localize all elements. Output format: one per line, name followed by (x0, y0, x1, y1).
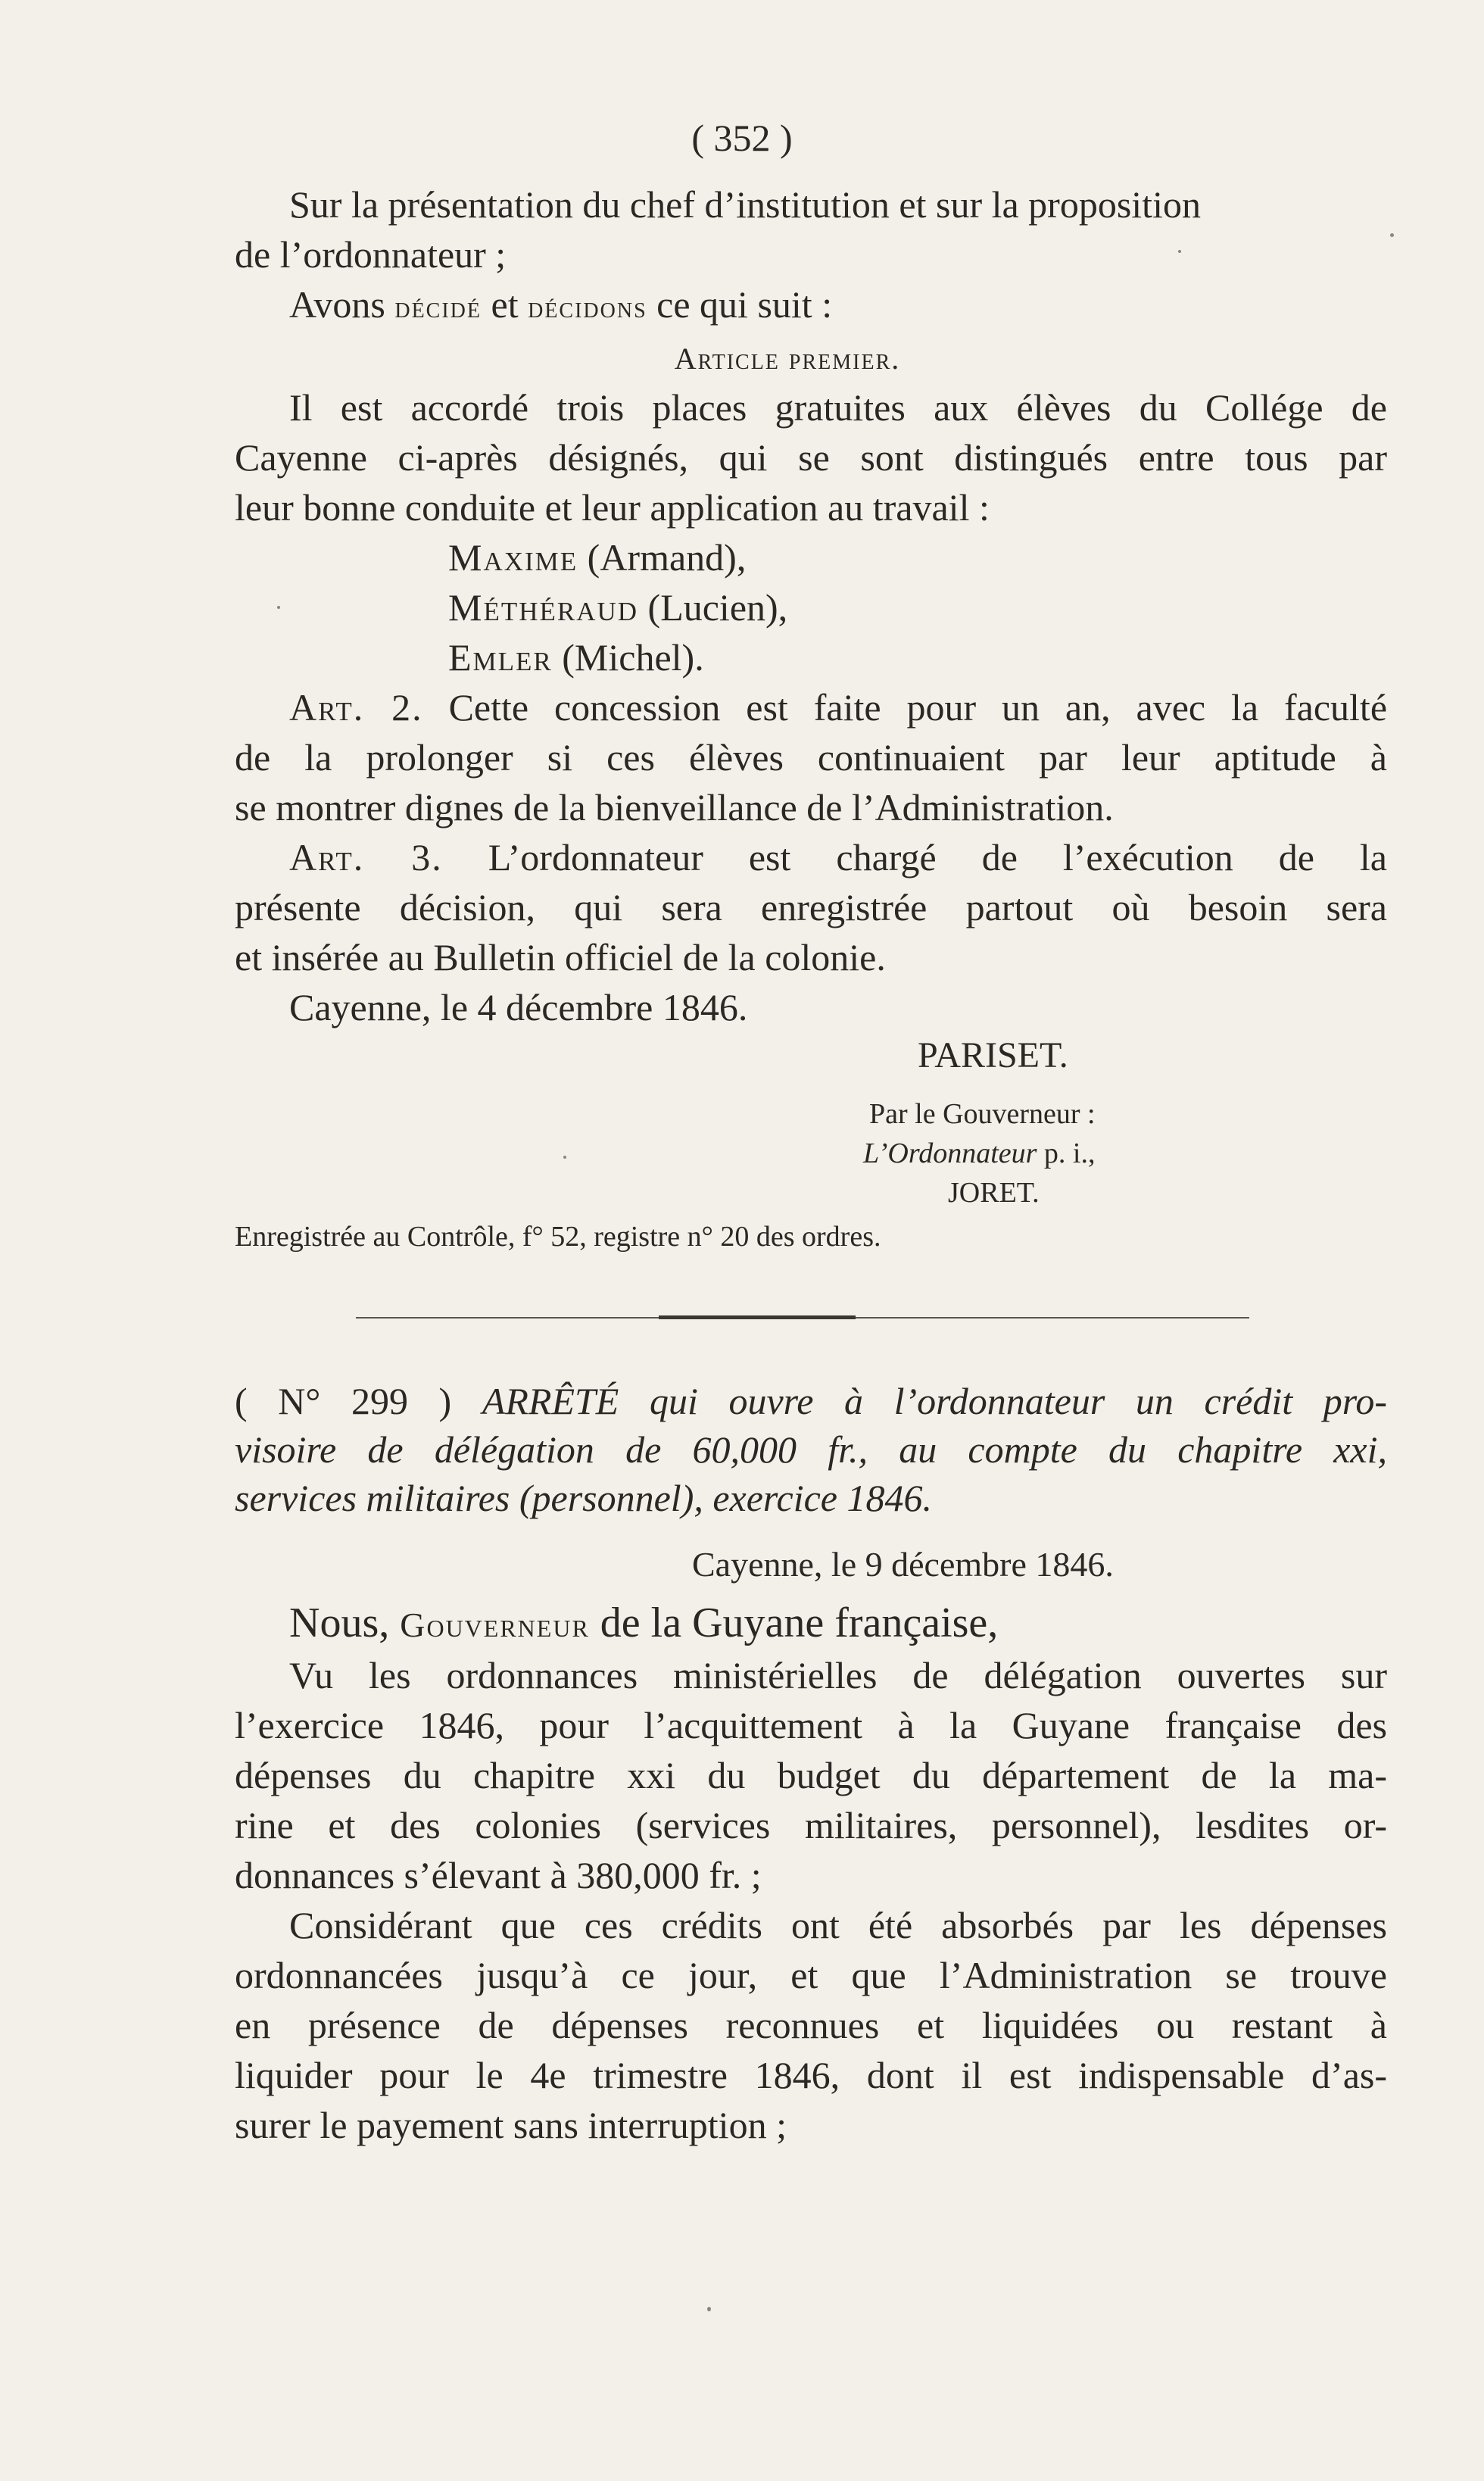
vu-line: rine et des colonies (services militaires, personnel), lesdites or- (235, 1804, 1387, 1846)
decide-word: décidé (394, 290, 482, 324)
student-name (448, 635, 1484, 680)
nous-word: Nous, (289, 1599, 390, 1646)
article-2-line: se montrer dignes de la bienveillance de l’Administration. (235, 786, 1114, 829)
nous-gouverneur-line (289, 1598, 1387, 1650)
arrete-title-line (235, 1378, 1387, 1424)
vu-line: Vu les ordonnances ministérielles de délégation ouvertes sur (289, 1654, 1387, 1696)
avons-decide-line (289, 282, 1442, 330)
considerant-line: en présence de dépenses reconnues et liquidées ou restant à (235, 2004, 1387, 2046)
ordonnateur-title: L’Ordonnateur (863, 1138, 1037, 1169)
article-2-line: de la prolonger si ces élèves continuaient par leur aptitude à (235, 736, 1387, 779)
paper-speck (563, 1156, 566, 1159)
paper-speck (707, 2307, 711, 2311)
vu-line: donnances s’élevant à 380,000 fr. ; (235, 1854, 762, 1896)
article-premier-heading: Article premier. (674, 342, 901, 376)
student-surname: Emler (448, 636, 553, 679)
arrete-title-line: services militaires (personnel), exercice 1846. (235, 1477, 932, 1519)
et-word: et (491, 283, 519, 326)
article-2-label: Art. 2. (289, 686, 423, 729)
decision-date: Cayenne, le 4 décembre 1846. (289, 986, 748, 1028)
ce-qui-suit: ce qui suit : (656, 283, 833, 326)
article-3-line: présente décision, qui sera enregistrée partout où besoin sera (235, 886, 1387, 928)
considerant-line: liquider pour le 4e trimestre 1846, dont il est indispensable d’as- (235, 2054, 1387, 2096)
paper-speck (1390, 233, 1394, 237)
vu-line: l’exercice 1846, pour l’acquittement à la Guyane française des (235, 1704, 1387, 1746)
gouverneur-word: Gouverneur (400, 1606, 590, 1644)
article-1-line: leur bonne conduite et leur application au travail : (235, 486, 990, 529)
guyane-text: de la Guyane française, (600, 1599, 999, 1646)
arrete-date: Cayenne, le 9 décembre 1846. (692, 1545, 1114, 1584)
student-name (448, 535, 1484, 580)
vu-line: dépenses du chapitre xxi du budget du département de la ma- (235, 1754, 1387, 1796)
ordonnateur-pi: p. i., (1043, 1138, 1096, 1169)
considerant-line: Considérant que ces crédits ont été absorbés par les dépenses (289, 1904, 1387, 1946)
page-number: ( 352 ) (691, 117, 793, 159)
decision-text-line: de l’ordonnateur ; (235, 233, 507, 276)
article-1-line: Cayenne ci-après désignés, qui se sont distingués entre tous par (235, 436, 1387, 479)
paper-speck (1178, 250, 1181, 253)
par-le-gouverneur: Par le Gouverneur : (869, 1098, 1096, 1130)
considerant-line: surer le payement sans interruption ; (235, 2104, 787, 2146)
student-surname: Maxime (448, 536, 578, 579)
student-surname: Méthéraud (448, 586, 639, 629)
signature-joret: JORET. (948, 1177, 1040, 1209)
article-3-text: L’ordonnateur est chargé de l’exécution de la (488, 836, 1388, 878)
article-3-line: et insérée au Bulletin officiel de la colonie. (235, 936, 886, 978)
section-divider-thick (659, 1315, 856, 1319)
enregistree-note: Enregistrée au Contrôle, f° 52, registre n° 20 des ordres. (235, 1221, 881, 1253)
article-1-line: Il est accordé trois places gratuites aux élèves du Collége de (289, 386, 1387, 429)
article-3-line (289, 835, 1387, 880)
student-name (448, 585, 1484, 630)
avons-word: Avons (289, 283, 385, 326)
arrete-title-text: ARRÊTÉ qui ouvre à l’ordonnateur un crédit pro- (482, 1380, 1388, 1422)
article-2-line (289, 685, 1387, 730)
article-3-label: Art. 3. (289, 836, 443, 878)
student-given-name: (Michel). (562, 636, 704, 679)
arrete-number: ( N° 299 ) (235, 1380, 452, 1422)
student-given-name: (Armand), (587, 536, 747, 579)
article-2-text: Cette concession est faite pour un an, avec la faculté (448, 686, 1388, 729)
student-given-name: (Lucien), (647, 586, 788, 629)
decision-text-line: Sur la présentation du chef d’institution et sur la proposition (289, 183, 1201, 226)
arrete-title-line: visoire de délégation de 60,000 fr., au compte du chapitre xxi, (235, 1428, 1387, 1471)
paper-speck (277, 606, 280, 609)
ordonnateur-line (863, 1136, 1242, 1171)
considerant-line: ordonnancées jusqu’à ce jour, et que l’Administration se trouve (235, 1954, 1387, 1996)
decidons-word: décidons (528, 290, 647, 324)
signature-pariset: PARISET. (918, 1035, 1068, 1075)
